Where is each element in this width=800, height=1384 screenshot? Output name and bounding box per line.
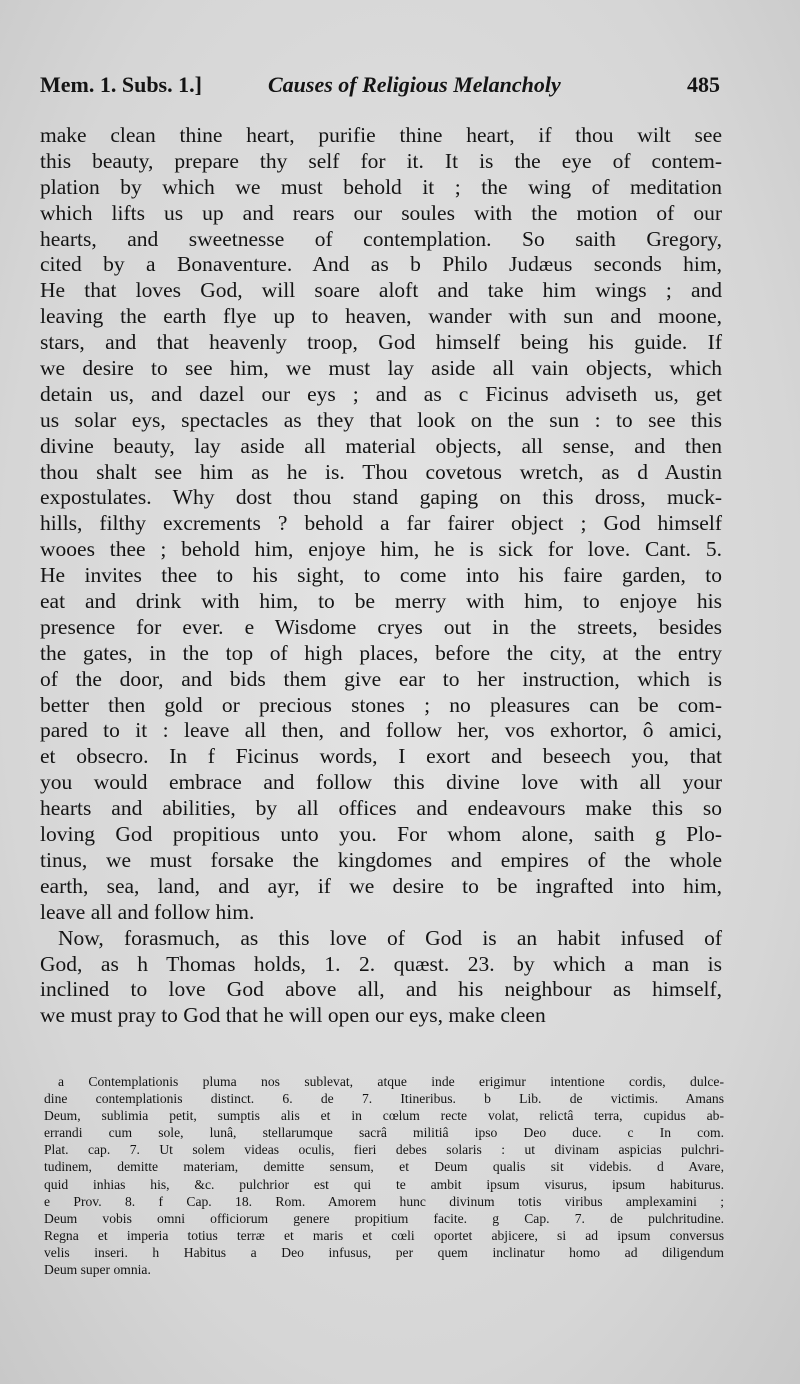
text-line: thou shalt see him as he is. Thou covetous wretch, as d Austin (40, 459, 722, 484)
footnote-line: Deum vobis omni officiorum genere propitium facite. g Cap. 7. de pulchritudine. (44, 1210, 724, 1226)
text-line: plation by which we must behold it ; the wing of meditation (40, 174, 722, 199)
text-line: us solar eys, spectacles as they that look on the sun : to see this (40, 407, 722, 432)
text-line: we must pray to God that he will open our eys, make cleen (40, 1003, 546, 1028)
footnote-line: dine contemplationis distinct. 6. de 7. Itineribus. b Lib. de victimis. Amans (44, 1091, 724, 1107)
text-line: He that loves God, will soare aloft and take him wings ; and (40, 278, 722, 303)
text-line: inclined to love God above all, and his neighbour as himself, (40, 977, 722, 1002)
text-line: expostulates. Why dost thou stand gaping on this dross, muck- (40, 485, 722, 510)
text-line: tinus, we must forsake the kingdomes and empires of the whole (40, 847, 722, 872)
text-line: pared to it : leave all then, and follow her, vos exhortor, ô amici, (40, 718, 722, 743)
footnote-line: quid inhias his, &c. pulchrior est qui te ambit ipsum visurus, ipsum habiturus. (44, 1176, 724, 1192)
text-line: Now, forasmuch, as this love of God is an habit infused of (58, 925, 722, 950)
text-line: stars, and that heavenly troop, God himself being his guide. If (40, 330, 722, 355)
text-line: detain us, and dazel our eys ; and as c Ficinus adviseth us, get (40, 381, 722, 406)
footnote-line: Plat. cap. 7. Ut solem videas oculis, fieri debes solaris : ut divinam aspicias pulchri- (44, 1142, 724, 1158)
text-line: cited by a Bonaventure. And as b Philo Judæus seconds him, (40, 252, 722, 277)
footnote-line: velis inseri. h Habitus a Deo infusus, per quem inclinatur homo ad diligendum (44, 1244, 724, 1260)
footnote-line: a Contemplationis pluma nos sublevat, atque inde erigimur intentione cordis, dulce- (58, 1074, 724, 1089)
footnotes (44, 1073, 724, 1278)
text-line: et obsecro. In f Ficinus words, I exort and beseech you, that (40, 744, 722, 769)
text-line: hearts and abilities, by all offices and endeavours make this so (40, 796, 722, 821)
main-text (40, 123, 722, 1029)
running-header (40, 72, 720, 106)
footnote-line: tudinem, demitte materiam, demitte sensum, et Deum qualis sit videbis. d Avare, (44, 1159, 724, 1175)
text-line: presence for ever. e Wisdome cryes out in the streets, besides (40, 614, 722, 639)
footnote-line: e Prov. 8. f Cap. 18. Rom. Amorem hunc divinum totis viribus amplexamini ; (44, 1193, 724, 1209)
footnote-line: Regna et imperia totius terræ et maris et cœli oportet abjicere, si ad ipsum conversus (44, 1227, 724, 1243)
footnote-line: errandi cum sole, lunâ, stellarumque sacrâ militiâ ipso Deo duce. c In com. (44, 1125, 724, 1141)
text-line: which lifts us up and rears our soules with the motion of our (40, 200, 722, 225)
text-line: hearts, and sweetnesse of contemplation. So saith Gregory, (40, 226, 722, 251)
page-number: 485 (687, 72, 720, 97)
footnote-line: Deum super omnia. (44, 1262, 151, 1278)
text-line: hills, filthy excrements ? behold a far fairer object ; God himself (40, 511, 722, 536)
text-line: the gates, in the top of high places, before the city, at the entry (40, 640, 722, 665)
text-line: loving God propitious unto you. For whom alone, saith g Plo- (40, 822, 722, 847)
text-line: you would embrace and follow this divine love with all your (40, 770, 722, 795)
text-line: this beauty, prepare thy self for it. It is the eye of contem- (40, 148, 722, 173)
text-line: wooes thee ; behold him, enjoye him, he is sick for love. Cant. 5. (40, 537, 722, 562)
text-line: God, as h Thomas holds, 1. 2. quæst. 23. by which a man is (40, 951, 722, 976)
text-line: leaving the earth flye up to heaven, wander with sun and moone, (40, 304, 722, 329)
text-line: we desire to see him, we must lay aside all vain objects, which (40, 356, 722, 381)
section-reference: Mem. 1. Subs. 1.] (40, 72, 202, 97)
footnote-line: Deum, sublimia petit, sumptis alis et in cœlum recte volat, relictâ terra, cupidus ab- (44, 1108, 724, 1124)
text-line: He invites thee to his sight, to come into his faire garden, to (40, 563, 722, 588)
text-line: earth, sea, land, and ayr, if we desire to be ingrafted into him, (40, 873, 722, 898)
text-line: make clean thine heart, purifie thine heart, if thou wilt see (40, 123, 722, 147)
text-line: of the door, and bids them give ear to her instruction, which is (40, 666, 722, 691)
text-line: leave all and follow him. (40, 899, 255, 924)
text-line: eat and drink with him, to be merry with him, to enjoye his (40, 589, 722, 614)
text-line: divine beauty, lay aside all material objects, all sense, and then (40, 433, 722, 458)
running-title: Causes of Religious Melancholy (268, 72, 561, 97)
text-line: better then gold or precious stones ; no pleasures can be com- (40, 692, 722, 717)
